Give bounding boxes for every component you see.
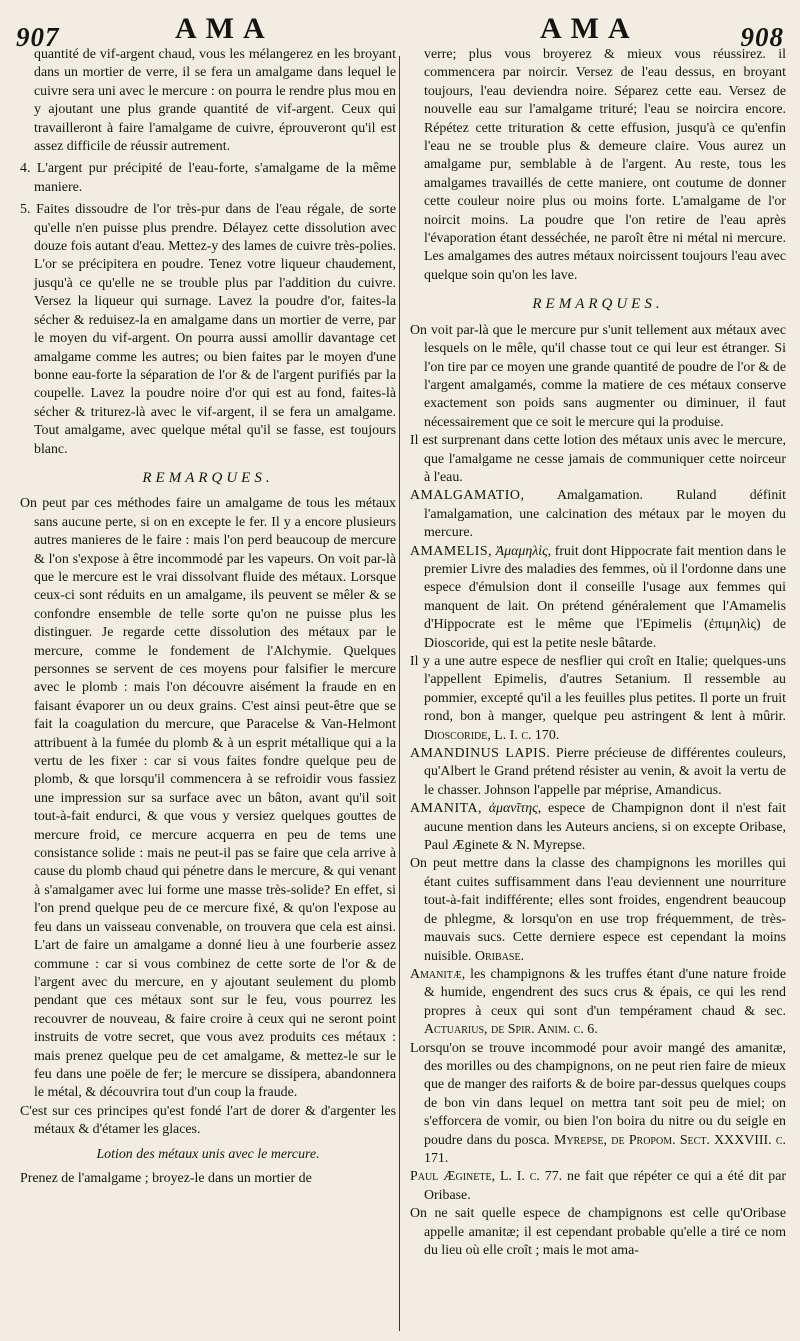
citation: Myrepse, de Propom. Sect. XXXVIII. c. 171. [424, 1132, 786, 1166]
paragraph [410, 1168, 786, 1205]
entry-amandinus [410, 745, 786, 800]
paragraph-text: Lorsqu'on se trouve incommodé pour avoir mangé des amanitæ, des morilles ou des champignons, on ne peut rien faire de mieux que de manger des raiforts & de boire par-dessus quelques coups de bon vin dans lequel on mettra tant soit peu de miel; on s'efforcera de vomir, ou bien l'on boira du nitre ou du seigle en poudre dans du posca. [410, 1040, 786, 1148]
greek-term: Ἀμαμηλὶς [495, 543, 548, 559]
paragraph [410, 966, 786, 1040]
paragraph-number: 5. [20, 202, 31, 218]
paragraph: Il est surprenant dans cette lotion des métaux unis avec le mercure, que l'amalgame ne cesse jamais de communiquer cette noirceur à l'eau. [410, 433, 786, 485]
paragraph-text: L'argent pur précipité de l'eau-forte, s'amalgame de la même maniere. [34, 161, 396, 195]
entry-amanita [410, 800, 786, 855]
greek-term: ἀμανῖτης [488, 801, 538, 817]
paragraph [410, 855, 786, 965]
entry-amamelis [410, 543, 786, 653]
paragraph-text: Il y a une autre espece de nesflier qui croît en Italie; quelques-uns l'appellent Epimelis, d'autres Setanium. Il ressemble au pommier, excepté qu'il a les feuilles plus petites. Il porte un fruit rond, bon à manger, quelque peu astringent & lent à mûrir. [410, 654, 786, 725]
paragraph: C'est sur ces principes qu'est fondé l'art de dorer & d'argenter les métaux & d'étamer les glaces. [20, 1103, 396, 1138]
paragraph [410, 1040, 786, 1169]
entry-text: Amalgamation. Ruland définit l'amalgamation, une calcination des métaux par le moyen du mercure. [424, 488, 786, 541]
numbered-paragraph [20, 160, 396, 197]
column-divider [399, 56, 400, 1331]
paragraph-text: On peut mettre dans la classe des champignons les morilles qui étant cuites suffisamment dans l'eau deviennent une nourriture tout-à-fait indifférente; elles sont froides, engendrent beaucoup de phlegme, & lorsqu'on en use trop fréquemment, de très-mauvais sucs. Cette derniere espece est cependant la moins nuisible. [410, 856, 786, 964]
paragraph: quantité de vif-argent chaud, vous les mélangerez en les broyant dans un mortier de verre, il se fera un amalgame dans lequel le cuivre sera uni avec le mercure : on pourra le rendre plus mou en y ajoutant une plus grande quantité de vif-argent. Ceux qui travailleront à faire l'amalgame de cuivre, éprouveront qu'il est assez difficile de réussir autrement. [34, 47, 396, 155]
left-column [20, 46, 396, 1341]
entry-text: , fruit dont Hippocrate fait mention dans le premier Livre des maladies des femmes, où il l'ordonne dans une espece d'émulsion dont il conseille l'usage aux femmes qui manquent de lait. On prétend généralement que l'Amamelis d'Hippocrate est le même que l'Epimelis (ἐπιμηλὶς) de Dioscoride, qui est la petite nesle bâtarde. [424, 543, 786, 651]
entry-headword: AMANDINUS LAPIS. [410, 746, 551, 762]
left-running-head: AMA [175, 12, 274, 45]
entry-headword: AMAMELIS, [410, 543, 493, 559]
paragraph-number: 4. [20, 161, 31, 177]
lead-term: Amanitæ [410, 966, 462, 982]
paragraph: Prenez de l'amalgame ; broyez-le dans un mortier de [20, 1170, 312, 1186]
right-page-number: 908 [740, 22, 784, 52]
paragraph-text: , les champignons & les truffes étant d'une nature froide & humide, engendrent des sucs crus & épais, ce qui les rend propres à ceux qui sont d'un tempérament chaud & sec. [424, 966, 786, 1019]
citation: Dioscoride, L. I. c. 170. [424, 727, 560, 743]
paragraph: On peut par ces méthodes faire un amalgame de tous les métaux sans aucune perte, si on en excepte le fer. Il y a encore plusieurs autres manieres de le faire : mais l'on perd beaucoup de mercure & l'on s'expose à être incommodé par les vapeurs. On voit par-là que le mercure est le vrai dissolvant fluide des métaux. Lorsque ceux-ci sont réduits en un amalgame, ils peuvent se mêler & se confondre ensemble de telle sorte qu'on ne puisse plus les distinguer. Je regarde cette dissolution des métaux par le mercure, comme le fondement de l'Alchymie. Quelques personnes se servent de ces moyens pour falsifier le mercure avec le plomb : mais l'on découvre aisément la fraude en en faisant évaporer un ou deux grains. C'est ainsi peut-être que se fait la coagulation du mercure, que Paracelse & Van-Helmont attribuent à la fumée du plomb & à un esprit métallique qui a la vertu de les fixer : car si vous faites fondre quelque peu de plomb, & que lorsqu'il commencera à se refroidir vous fassiez une impression sur sa surface avec un bâton, avant qu'il soit tout-à-fait endurci, & que vous y versiez quelques gouttes de mercure froid, ce mercure acquerra en peu de tems une consistance solide : mais ne peut-il pas se faire que cela arrive à cause du plomb chaud qui pénetre dans le mercure, & qui venant à s'amalgamer avec lui forme une masse très-solide? En effet, si l'on prend quelque peu de ce mercure fixé, & qu'on l'expose au feu dans un vaisseau convenable, on trouvera que cela est ainsi. L'art de faire un amalgame a donné lieu à une fourberie assez commune : car si vous combinez de cette sorte de l'or & de l'argent avec du mercure, en y ajoutant seulement du plomb pendant que ces métaux sont sur le feu, vous pourrez les recouvrer de nouveau, & faire croire à ceux qui ne seront point instruits de votre secret, que vous avez produits ces métaux : mais prenez quelque peu de cet amalgame, & mettez-le sur le feu dans une poële de fer; le mercure se dissipera, abandonnera le métal, & découvrira tout d'un coup la fraude. [20, 496, 396, 1101]
paragraph [410, 653, 786, 745]
paragraph: verre; plus vous broyerez & mieux vous réussirez. il commencera par noircir. Versez de l'eau dessus, en broyant toujours, l'eau deviendra noire. Séparez cette eau. Versez de nouvelle eau sur l'amalgame trituré; l'eau se noircira encore. Répétez cette trituration & cette effusion, jusqu'à ce qu'enfin l'eau ne se trouble plus & demeure claire. Vous aurez un amalgame pur, semblable à de l'argent. Au reste, tous les amalgames travaillés de cette maniere, ont coutume de donner cette couleur noire plus ou moins forte. L'amalgame de l'or noircit moins. La poudre que l'on retire de l'eau après l'évaporation étant desséchée, ne paroît être ni métal ni mercure. Les amalgames des autres métaux noircissent toujours l'eau avec quelque soin qu'on les lave. [424, 47, 786, 283]
citation: Oribase. [474, 948, 525, 964]
entry-text: Pierre précieuse de différentes couleurs, qu'Albert le Grand prétend résister au venin, & avoit la vertu de le chasser. Johnson l'appelle par méprise, Amandicus. [424, 746, 786, 798]
citation: Actuarius, de Spir. Anim. c. 6. [424, 1022, 598, 1038]
left-page-number: 907 [16, 22, 60, 52]
right-running-head: AMA [540, 12, 639, 45]
lead-term: Paul Æginete, L. I. c. 77. [410, 1169, 563, 1185]
paragraph: On ne sait quelle espece de champignons est celle qu'Oribase appelle amanitæ; il est cependant probable qu'elle a tiré ce nom du lieu où elle croît ; mais le mot ama- [410, 1206, 786, 1258]
entry-headword: AMANITA, [410, 801, 482, 817]
right-column [410, 46, 786, 1341]
numbered-paragraph [20, 201, 396, 459]
remarques-heading: REMARQUES. [532, 296, 664, 313]
paragraph-text: ne fait que répéter ce qui a été dit par Oribase. [424, 1169, 786, 1203]
entry-amalgamatio [410, 487, 786, 542]
section-subheading: Lotion des métaux unis avec le mercure. [96, 1146, 320, 1162]
remarques-heading: REMARQUES. [142, 469, 274, 486]
paragraph-text: Faites dissoudre de l'or très-pur dans de l'eau régale, de sorte qu'elle n'en puisse plus prendre. Délayez cette dissolution avec douze fois autant d'eau. Mettez-y des lames de cuivre très-polies. L'or se précipitera en poudre. Tenez votre liqueur chaudement, jusqu'à ce qu'elle ne se trouble plus par l'addition du cuivre. Versez la liqueur qui surnage. Lavez la poudre d'or, faites-la sécher & reduisez-la en amalgame dans un mortier de verre, par le moyen du vif-argent. On pourra aussi amollir davantage cet amalgame comme les autres; ou bien faites par le moyen d'une bonne eau-forte la séparation de l'or & de l'argent purifiés par la coupelle. Lavez la poudre noire d'or qui est au fond, faites-là sécher & triturez-là avec le vif-argent, il se fera un amalgame. Tout amalgame, avec quelque métal qu'il se fasse, est toujours blanc. [34, 202, 396, 457]
paragraph: On voit par-là que le mercure pur s'unit tellement aux métaux avec lesquels on le mêle, qu'il chasse tout ce qui leur est étranger. Si l'on tire par ce moyen une grande quantité de poudre de l'or & de l'argent amalgamés, comme la matiere de ces métaux conserve exactement son poids sans augmenter ou diminuer, il faut nécessairement que ce soit le mercure qui la produise. [410, 322, 786, 430]
entry-text: , espece de Champignon dont il n'est fait aucune mention dans les Auteurs anciens, si on excepte Oribase, Paul Æginete & N. Myrepse. [424, 801, 786, 854]
entry-headword: AMALGAMATIO, [410, 488, 525, 504]
